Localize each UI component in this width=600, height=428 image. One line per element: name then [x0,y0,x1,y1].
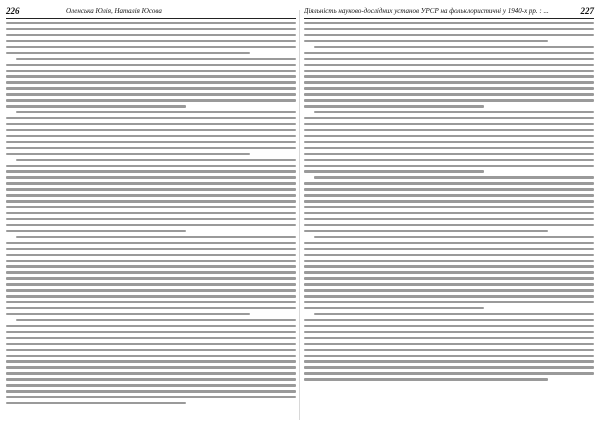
text-line-placeholder [6,349,296,351]
text-line-placeholder [6,337,296,339]
text-line-placeholder [304,378,548,380]
text-line-placeholder [6,325,296,327]
left-header-rule [6,18,296,19]
text-line-placeholder [6,81,296,83]
right-header-rule [304,18,594,19]
text-line-placeholder [304,206,594,208]
text-line-placeholder [314,236,594,238]
text-line-placeholder [6,75,296,77]
text-line-placeholder [6,366,296,368]
text-line-placeholder [304,58,594,60]
text-line-placeholder [6,390,296,392]
text-line-placeholder [304,188,594,190]
text-line-placeholder [6,206,296,208]
left-page [6,0,296,428]
text-line-placeholder [304,93,594,95]
text-line-placeholder [304,271,594,273]
text-line-placeholder [6,289,296,291]
text-line-placeholder [304,224,594,226]
text-line-placeholder [6,307,296,309]
text-line-placeholder [304,260,594,262]
text-line-placeholder [304,265,594,267]
left-paragraph [6,111,296,155]
text-line-placeholder [6,384,296,386]
text-line-placeholder [6,355,296,357]
right-paragraph [304,236,594,310]
text-line-placeholder [304,40,548,42]
text-line-placeholder [6,153,250,155]
text-line-placeholder [6,265,296,267]
text-line-placeholder [304,22,594,24]
text-line-placeholder [6,87,296,89]
text-line-placeholder [304,52,594,54]
text-line-placeholder [6,135,296,137]
text-line-placeholder [314,313,594,315]
text-line-placeholder [304,141,594,143]
right-paragraph [304,22,594,42]
text-line-placeholder [304,337,594,339]
text-line-placeholder [314,176,594,178]
text-line-placeholder [6,117,296,119]
text-line-placeholder [6,170,296,172]
left-paragraph [6,236,296,316]
text-line-placeholder [304,135,594,137]
text-line-placeholder [304,87,594,89]
left-running-head: Оленська Юлія, Наталія Юсова [66,7,162,15]
text-line-placeholder [304,331,594,333]
text-line-placeholder [304,254,594,256]
text-line-placeholder [16,319,296,321]
text-line-placeholder [304,182,594,184]
text-line-placeholder [304,64,594,66]
text-line-placeholder [6,200,296,202]
text-line-placeholder [304,194,594,196]
text-line-placeholder [304,355,594,357]
text-line-placeholder [6,40,296,42]
right-paragraph [304,176,594,232]
page-gutter [299,10,300,420]
text-line-placeholder [304,248,594,250]
text-line-placeholder [6,70,296,72]
text-line-placeholder [304,159,594,161]
text-line-placeholder [6,147,296,149]
text-line-placeholder [16,159,296,161]
text-line-placeholder [304,117,594,119]
text-line-placeholder [6,248,296,250]
text-line-placeholder [304,81,594,83]
right-page-header [304,5,594,17]
left-paragraph [6,319,296,405]
left-page-body [6,22,296,422]
text-line-placeholder [304,372,594,374]
text-line-placeholder [6,64,296,66]
text-line-placeholder [6,396,296,398]
text-line-placeholder [304,70,594,72]
right-page [304,0,594,428]
text-line-placeholder [6,402,186,404]
text-line-placeholder [6,283,296,285]
text-line-placeholder [6,331,296,333]
text-line-placeholder [6,271,296,273]
text-line-placeholder [6,165,296,167]
text-line-placeholder [304,349,594,351]
text-line-placeholder [304,366,594,368]
text-line-placeholder [304,28,594,30]
text-line-placeholder [304,99,594,101]
text-line-placeholder [6,212,296,214]
text-line-placeholder [304,105,484,107]
text-line-placeholder [6,28,296,30]
text-line-placeholder [304,153,594,155]
text-line-placeholder [304,343,594,345]
text-line-placeholder [304,283,594,285]
right-paragraph [304,46,594,108]
text-line-placeholder [304,123,594,125]
text-line-placeholder [304,230,548,232]
text-line-placeholder [16,236,296,238]
text-line-placeholder [304,360,594,362]
text-line-placeholder [6,93,296,95]
text-line-placeholder [304,147,594,149]
text-line-placeholder [6,123,296,125]
text-line-placeholder [304,319,594,321]
right-running-head: Діяльність науково-дослідних установ УРСР на фольклористичні у 1940-х рр. : ... [304,7,549,15]
text-line-placeholder [6,254,296,256]
text-line-placeholder [314,46,594,48]
text-line-placeholder [6,277,296,279]
text-line-placeholder [6,218,296,220]
text-line-placeholder [304,301,594,303]
right-paragraph [304,313,594,381]
text-line-placeholder [16,58,296,60]
text-line-placeholder [6,242,296,244]
text-line-placeholder [6,99,296,101]
text-line-placeholder [304,129,594,131]
text-line-placeholder [304,75,594,77]
text-line-placeholder [304,34,594,36]
text-line-placeholder [6,260,296,262]
text-line-placeholder [304,277,594,279]
text-line-placeholder [314,111,594,113]
text-line-placeholder [6,176,296,178]
left-page-number: 226 [6,6,20,16]
right-paragraph [304,111,594,173]
left-paragraph [6,159,296,233]
text-line-placeholder [6,188,296,190]
text-line-placeholder [304,165,594,167]
text-line-placeholder [6,46,296,48]
text-line-placeholder [304,295,594,297]
text-line-placeholder [6,378,296,380]
right-page-body [304,22,594,422]
text-line-placeholder [304,170,484,172]
text-line-placeholder [304,289,594,291]
left-paragraph [6,58,296,108]
text-line-placeholder [6,22,296,24]
text-line-placeholder [6,313,250,315]
text-line-placeholder [6,301,296,303]
text-line-placeholder [6,34,296,36]
text-line-placeholder [16,111,296,113]
text-line-placeholder [6,360,296,362]
text-line-placeholder [6,182,296,184]
text-line-placeholder [304,200,594,202]
text-line-placeholder [6,343,296,345]
text-line-placeholder [6,129,296,131]
text-line-placeholder [6,194,296,196]
left-page-header [6,5,296,17]
text-line-placeholder [304,325,594,327]
text-line-placeholder [6,372,296,374]
text-line-placeholder [6,141,296,143]
left-paragraph [6,22,296,54]
text-line-placeholder [6,230,186,232]
text-line-placeholder [304,212,594,214]
text-line-placeholder [6,224,296,226]
text-line-placeholder [304,307,484,309]
right-page-number: 227 [580,6,594,16]
text-line-placeholder [304,218,594,220]
text-line-placeholder [304,242,594,244]
text-line-placeholder [6,105,186,107]
text-line-placeholder [6,295,296,297]
text-line-placeholder [6,52,250,54]
